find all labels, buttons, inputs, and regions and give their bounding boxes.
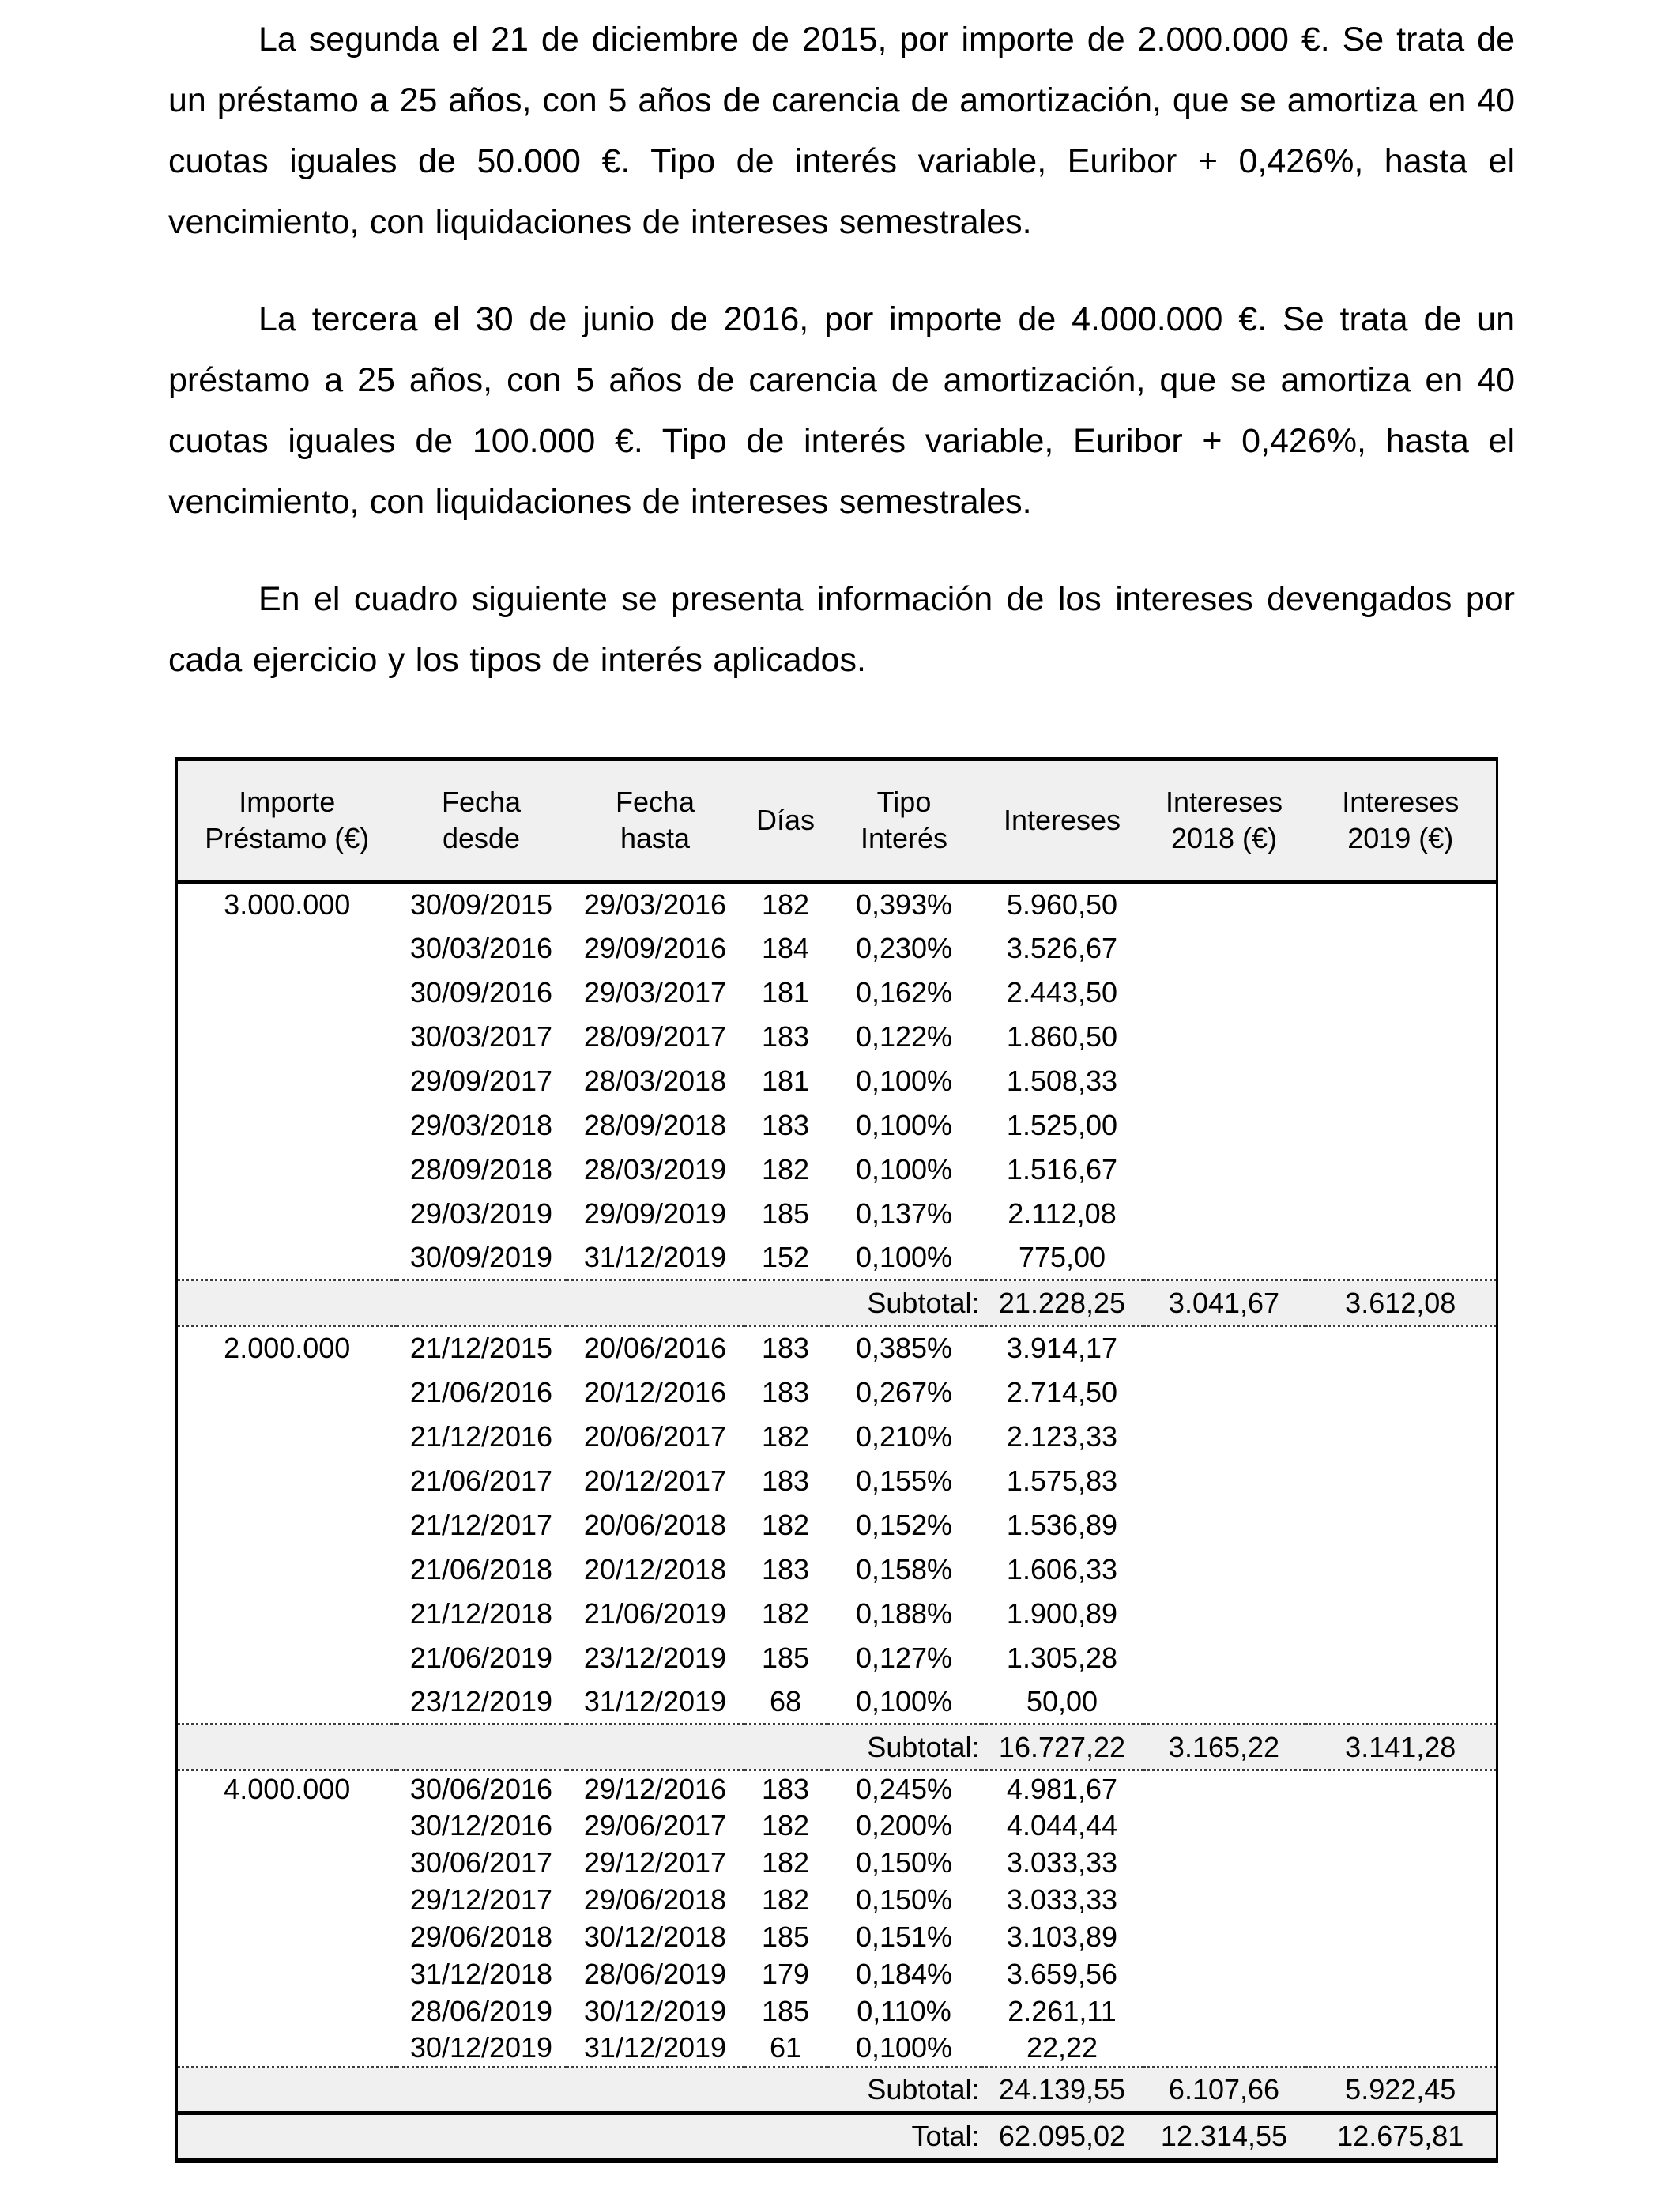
cell-dias: 181 (761, 975, 810, 1008)
cell-intereses: 4.981,67 (1006, 1772, 1118, 1805)
cell-dias: 182 (761, 888, 810, 921)
cell-fecha-desde: 28/09/2018 (409, 1152, 553, 1186)
cell-dias: 183 (761, 1772, 810, 1805)
cell-fecha-hasta: 20/06/2017 (583, 1419, 727, 1453)
table-row (177, 1882, 1497, 1919)
cell-intereses-2019 (1305, 1415, 1497, 1459)
cell-intereses-2018 (1143, 1236, 1305, 1280)
cell-intereses-2018 (1143, 882, 1305, 926)
cell-fecha-desde: 21/06/2018 (409, 1552, 553, 1585)
cell-intereses-2019 (1305, 1059, 1497, 1103)
subtotal-value: 3.041,67 (1168, 1286, 1280, 1319)
cell-dias: 179 (761, 1958, 810, 1990)
cell-importe (177, 1103, 397, 1148)
cell-dias: 182 (761, 1596, 810, 1630)
cell-intereses-2019 (1305, 1103, 1497, 1148)
cell-importe (177, 1236, 397, 1280)
cell-fecha-desde: 21/12/2017 (409, 1508, 553, 1541)
cell-dias: 183 (761, 1464, 810, 1497)
cell-intereses: 22,22 (1026, 2031, 1098, 2064)
cell-tipo-interes: 0,158% (855, 1552, 953, 1585)
header-line: Interés (860, 822, 948, 854)
cell-tipo-interes: 0,230% (855, 931, 953, 964)
subtotal-row (177, 1280, 1497, 1326)
cell-tipo-interes: 0,150% (855, 1846, 953, 1879)
cell-importe (177, 1415, 397, 1459)
cell-tipo-interes: 0,152% (855, 1508, 953, 1541)
cell-dias: 184 (761, 931, 810, 964)
cell-tipo-interes: 0,267% (855, 1375, 953, 1408)
cell-intereses: 2.123,33 (1006, 1419, 1118, 1453)
cell-fecha-hasta: 28/03/2019 (583, 1152, 727, 1186)
loan-group-2 (177, 1326, 1497, 1770)
subtotal-row (177, 2068, 1497, 2113)
column-header-fecha-desde (397, 760, 567, 882)
cell-fecha-hasta: 28/09/2018 (583, 1108, 727, 1141)
cell-importe (177, 2030, 397, 2068)
cell-importe (177, 1592, 397, 1636)
cell-intereses-2018 (1143, 1636, 1305, 1680)
cell-fecha-desde: 30/09/2016 (409, 975, 553, 1008)
cell-importe (177, 1370, 397, 1415)
cell-intereses: 2.261,11 (1008, 1995, 1117, 2027)
cell-importe (177, 1956, 397, 1993)
cell-dias: 182 (761, 1809, 810, 1842)
header-line: 2019 (€) (1347, 822, 1454, 854)
cell-dias: 185 (761, 1641, 810, 1674)
header-line: Tipo (876, 786, 932, 818)
cell-intereses-2018 (1143, 1882, 1305, 1919)
cell-importe (177, 1503, 397, 1547)
cell-fecha-desde: 29/06/2018 (409, 1921, 553, 1953)
cell-fecha-hasta: 20/12/2018 (583, 1552, 727, 1585)
header-line: hasta (620, 822, 691, 854)
table-row (177, 1236, 1497, 1280)
table-row (177, 1808, 1497, 1845)
cell-dias: 183 (761, 1108, 810, 1141)
cell-fecha-hasta: 29/06/2018 (583, 1883, 727, 1916)
cell-intereses: 1.575,83 (1006, 1464, 1118, 1497)
total-value: 12.314,55 (1160, 2120, 1288, 2152)
cell-intereses-2019 (1305, 1326, 1497, 1370)
cell-tipo-interes: 0,100% (855, 1152, 953, 1186)
total-label: Total: (911, 2120, 980, 2152)
cell-intereses: 3.103,89 (1006, 1921, 1118, 1953)
cell-tipo-interes: 0,385% (855, 1332, 953, 1365)
cell-fecha-desde: 30/03/2017 (409, 1020, 553, 1053)
cell-intereses: 1.860,50 (1006, 1020, 1118, 1053)
cell-intereses-2018 (1143, 971, 1305, 1015)
cell-intereses-2019 (1305, 882, 1497, 926)
cell-importe (177, 1808, 397, 1845)
cell-tipo-interes: 0,100% (855, 1108, 953, 1141)
loan-group-1 (177, 882, 1497, 1326)
total-section (177, 2113, 1497, 2161)
cell-intereses-2018 (1143, 1103, 1305, 1148)
cell-tipo-interes: 0,151% (855, 1921, 953, 1953)
cell-importe (177, 1882, 397, 1919)
cell-dias: 182 (761, 1846, 810, 1879)
cell-intereses: 1.508,33 (1006, 1064, 1118, 1097)
cell-dias: 182 (761, 1883, 810, 1916)
header-line: Fecha (615, 786, 695, 818)
table-row (177, 882, 1497, 926)
cell-importe (177, 1015, 397, 1059)
cell-importe: 4.000.000 (224, 1772, 351, 1805)
cell-fecha-desde: 21/12/2016 (409, 1419, 553, 1453)
cell-importe (177, 1192, 397, 1236)
header-line: desde (442, 822, 521, 854)
cell-intereses-2018 (1143, 1415, 1305, 1459)
cell-dias: 183 (761, 1375, 810, 1408)
cell-intereses-2019 (1305, 1592, 1497, 1636)
cell-fecha-desde: 30/03/2016 (409, 931, 553, 964)
cell-importe (177, 1680, 397, 1725)
cell-fecha-hasta: 29/12/2016 (583, 1772, 727, 1805)
cell-fecha-desde: 21/12/2015 (409, 1332, 553, 1365)
cell-importe (177, 1919, 397, 1956)
text-block (0, 0, 1680, 691)
table-row (177, 1326, 1497, 1370)
subtotal-value: 3.165,22 (1168, 1730, 1280, 1763)
cell-importe (177, 1547, 397, 1592)
cell-intereses: 1.525,00 (1006, 1108, 1118, 1141)
subtotal-value: 3.141,28 (1345, 1730, 1456, 1763)
cell-fecha-desde: 21/06/2016 (409, 1375, 553, 1408)
header-line: Fecha (441, 786, 522, 818)
column-header-fecha-hasta (567, 760, 744, 882)
cell-tipo-interes: 0,110% (857, 1995, 951, 2027)
cell-fecha-desde: 30/12/2016 (409, 1809, 553, 1842)
header-row (177, 760, 1497, 882)
table-row (177, 1103, 1497, 1148)
cell-intereses-2019 (1305, 1236, 1497, 1280)
cell-intereses-2018 (1143, 1192, 1305, 1236)
cell-intereses-2018 (1143, 1993, 1305, 2030)
cell-intereses-2018 (1143, 926, 1305, 971)
cell-fecha-hasta: 28/06/2019 (583, 1958, 727, 1990)
cell-tipo-interes: 0,127% (855, 1641, 953, 1674)
header-line: Intereses (1003, 804, 1121, 836)
subtotal-value: 6.107,66 (1168, 2073, 1280, 2105)
cell-fecha-hasta: 31/12/2019 (583, 1684, 727, 1717)
cell-fecha-hasta: 31/12/2019 (583, 2031, 727, 2064)
subtotal-label: Subtotal: (867, 1730, 980, 1763)
subtotal-value: 5.922,45 (1345, 2073, 1456, 2105)
cell-intereses-2019 (1305, 1547, 1497, 1592)
cell-intereses-2019 (1305, 1882, 1497, 1919)
column-header-dias (744, 760, 827, 882)
cell-fecha-desde: 29/03/2018 (409, 1108, 553, 1141)
table-row (177, 1059, 1497, 1103)
cell-importe (177, 1459, 397, 1503)
cell-intereses: 1.536,89 (1006, 1508, 1118, 1541)
paragraph-segundo-prestamo: La segunda el 21 de diciembre de 2015, por importe de 2.000.000 €. Se trata de un préstamo a 25 años, con 5 años de carencia de amortización, que se amortiza en 40 cuotas iguales de 50.000 €. Tipo de interés variable, Euribor + 0,426%, hasta el vencimiento, con liquidaciones de intereses semestrales. (168, 21, 1515, 241)
loan-group-3 (177, 1770, 1497, 2113)
table-row (177, 1415, 1497, 1459)
cell-tipo-interes: 0,162% (855, 975, 953, 1008)
column-header-intereses-2018 (1143, 760, 1305, 882)
total-value: 12.675,81 (1337, 2120, 1464, 2152)
cell-intereses-2019 (1305, 1015, 1497, 1059)
cell-intereses-2019 (1305, 926, 1497, 971)
cell-intereses-2019 (1305, 2030, 1497, 2068)
cell-dias: 183 (761, 1332, 810, 1365)
cell-tipo-interes: 0,122% (855, 1020, 953, 1053)
cell-intereses: 2.443,50 (1006, 975, 1118, 1008)
cell-intereses-2018 (1143, 1459, 1305, 1503)
cell-intereses-2019 (1305, 1370, 1497, 1415)
cell-intereses-2019 (1305, 1636, 1497, 1680)
cell-intereses: 1.900,89 (1006, 1596, 1118, 1630)
header-line: Intereses (1165, 786, 1283, 818)
cell-intereses-2018 (1143, 1919, 1305, 1956)
cell-tipo-interes: 0,393% (855, 888, 953, 921)
cell-fecha-desde: 30/12/2019 (409, 2031, 553, 2064)
cell-fecha-desde: 21/12/2018 (409, 1596, 553, 1630)
cell-fecha-hasta: 23/12/2019 (583, 1641, 727, 1674)
cell-intereses: 2.714,50 (1006, 1375, 1118, 1408)
cell-importe (177, 1845, 397, 1882)
cell-dias: 185 (761, 1197, 810, 1230)
table-row (177, 1547, 1497, 1592)
cell-intereses-2019 (1305, 1459, 1497, 1503)
cell-tipo-interes: 0,184% (855, 1958, 953, 1990)
cell-intereses-2018 (1143, 1148, 1305, 1192)
subtotal-value: 3.612,08 (1345, 1286, 1456, 1319)
table-row (177, 1770, 1497, 1808)
cell-fecha-desde: 29/03/2019 (409, 1197, 553, 1230)
cell-fecha-desde: 21/06/2019 (409, 1641, 553, 1674)
cell-intereses-2018 (1143, 2030, 1305, 2068)
cell-intereses-2019 (1305, 1956, 1497, 1993)
cell-fecha-hasta: 29/09/2019 (583, 1197, 727, 1230)
cell-dias: 182 (761, 1152, 810, 1186)
cell-tipo-interes: 0,210% (855, 1419, 953, 1453)
cell-intereses-2019 (1305, 1192, 1497, 1236)
cell-importe: 2.000.000 (224, 1332, 351, 1365)
column-header-intereses-2019 (1305, 760, 1497, 882)
paragraph-tercer-prestamo: La tercera el 30 de junio de 2016, por importe de 4.000.000 €. Se trata de un préstamo a 25 años, con 5 años de carencia de amortización, que se amortiza en 40 cuotas iguales de 100.000 €. Tipo de interés variable, Euribor + 0,426%, hasta el vencimiento, con liquidaciones de intereses semestrales. (168, 300, 1515, 521)
cell-intereses: 775,00 (1018, 1240, 1106, 1273)
cell-fecha-desde: 29/12/2017 (409, 1883, 553, 1916)
cell-intereses-2018 (1143, 1326, 1305, 1370)
cell-dias: 183 (761, 1020, 810, 1053)
cell-intereses: 5.960,50 (1006, 888, 1118, 921)
cell-intereses: 2.112,08 (1008, 1197, 1117, 1230)
cell-intereses-2019 (1305, 1503, 1497, 1547)
cell-fecha-desde: 30/09/2019 (409, 1240, 553, 1273)
table-row (177, 1459, 1497, 1503)
cell-fecha-desde: 30/06/2016 (409, 1772, 553, 1805)
subtotal-label: Subtotal: (867, 1286, 980, 1319)
cell-intereses-2018 (1143, 1845, 1305, 1882)
table-row (177, 1503, 1497, 1547)
cell-intereses-2019 (1305, 1148, 1497, 1192)
cell-tipo-interes: 0,188% (855, 1596, 953, 1630)
cell-fecha-desde: 30/06/2017 (409, 1846, 553, 1879)
column-header-importe-prestamo (177, 760, 397, 882)
cell-fecha-desde: 30/09/2015 (409, 888, 553, 921)
cell-dias: 182 (761, 1508, 810, 1541)
cell-intereses: 3.033,33 (1006, 1846, 1118, 1879)
cell-tipo-interes: 0,150% (855, 1883, 953, 1916)
cell-fecha-hasta: 29/03/2017 (583, 975, 727, 1008)
cell-dias: 181 (761, 1064, 810, 1097)
column-header-tipo-interes (827, 760, 981, 882)
header-line: Días (755, 804, 816, 836)
table-row (177, 1845, 1497, 1882)
cell-importe (177, 1148, 397, 1192)
cell-fecha-hasta: 30/12/2018 (583, 1921, 727, 1953)
cell-dias: 185 (761, 1921, 810, 1953)
cell-intereses-2018 (1143, 1503, 1305, 1547)
cell-tipo-interes: 0,100% (855, 2031, 953, 2064)
table-row (177, 1015, 1497, 1059)
cell-fecha-hasta: 29/06/2017 (583, 1809, 727, 1842)
cell-intereses-2018 (1143, 1592, 1305, 1636)
table-row (177, 1680, 1497, 1725)
cell-intereses-2018 (1143, 1680, 1305, 1725)
cell-intereses-2019 (1305, 1919, 1497, 1956)
cell-dias: 68 (769, 1684, 802, 1717)
cell-fecha-hasta: 21/06/2019 (583, 1596, 727, 1630)
cell-dias: 182 (761, 1419, 810, 1453)
cell-fecha-desde: 31/12/2018 (409, 1958, 553, 1990)
cell-tipo-interes: 0,137% (855, 1197, 953, 1230)
cell-intereses-2019 (1305, 1808, 1497, 1845)
cell-tipo-interes: 0,200% (855, 1809, 953, 1842)
total-value: 62.095,02 (998, 2120, 1126, 2152)
cell-dias: 152 (761, 1240, 810, 1273)
table-row (177, 1148, 1497, 1192)
cell-intereses-2018 (1143, 1370, 1305, 1415)
subtotal-label: Subtotal: (867, 2073, 980, 2105)
table-row (177, 926, 1497, 971)
cell-intereses-2018 (1143, 1956, 1305, 1993)
header-line: Intereses (1342, 786, 1460, 818)
subtotal-value: 24.139,55 (998, 2073, 1126, 2105)
cell-tipo-interes: 0,245% (855, 1772, 953, 1805)
cell-intereses-2018 (1143, 1015, 1305, 1059)
cell-fecha-hasta: 28/03/2018 (583, 1064, 727, 1097)
cell-intereses: 3.526,67 (1006, 931, 1118, 964)
header-line: Importe (239, 786, 336, 818)
cell-fecha-desde: 23/12/2019 (409, 1684, 553, 1717)
paragraph-intro-cuadro: En el cuadro siguiente se presenta información de los intereses devengados por cada ejercicio y los tipos de interés aplicados. (168, 580, 1515, 679)
cell-intereses: 1.516,67 (1006, 1152, 1118, 1186)
cell-fecha-hasta: 20/06/2016 (583, 1332, 727, 1365)
cell-intereses: 1.305,28 (1006, 1641, 1118, 1674)
cell-intereses-2019 (1305, 971, 1497, 1015)
cell-dias: 185 (761, 1995, 810, 2027)
subtotal-value: 16.727,22 (998, 1730, 1126, 1763)
subtotal-row (177, 1725, 1497, 1770)
cell-fecha-hasta: 31/12/2019 (583, 1240, 727, 1273)
cell-fecha-hasta: 20/12/2016 (583, 1375, 727, 1408)
cell-tipo-interes: 0,100% (855, 1684, 953, 1717)
table-row (177, 971, 1497, 1015)
table-row (177, 1370, 1497, 1415)
cell-intereses: 3.033,33 (1006, 1883, 1118, 1916)
cell-importe: 3.000.000 (224, 888, 351, 921)
cell-importe (177, 1636, 397, 1680)
cell-fecha-desde: 28/06/2019 (409, 1995, 553, 2027)
cell-intereses: 3.659,56 (1006, 1958, 1118, 1990)
cell-dias: 61 (769, 2031, 802, 2064)
cell-intereses-2019 (1305, 1993, 1497, 2030)
cell-intereses: 3.914,17 (1006, 1332, 1118, 1365)
cell-intereses-2019 (1305, 1845, 1497, 1882)
cell-fecha-hasta: 29/03/2016 (583, 888, 727, 921)
table-row (177, 1192, 1497, 1236)
table-row (177, 1636, 1497, 1680)
cell-intereses-2018 (1143, 1059, 1305, 1103)
cell-intereses: 4.044,44 (1006, 1809, 1118, 1842)
cell-fecha-desde: 29/09/2017 (409, 1064, 553, 1097)
cell-fecha-hasta: 28/09/2017 (583, 1020, 727, 1053)
header-line: Préstamo (€) (205, 822, 370, 854)
cell-fecha-hasta: 29/12/2017 (583, 1846, 727, 1879)
cell-intereses-2018 (1143, 1547, 1305, 1592)
cell-intereses: 1.606,33 (1006, 1552, 1118, 1585)
cell-tipo-interes: 0,155% (855, 1464, 953, 1497)
cell-tipo-interes: 0,100% (855, 1064, 953, 1097)
cell-fecha-hasta: 29/09/2016 (583, 931, 727, 964)
subtotal-value: 21.228,25 (998, 1286, 1126, 1319)
cell-fecha-desde: 21/06/2017 (409, 1464, 553, 1497)
table-row (177, 1956, 1497, 1993)
cell-intereses-2019 (1305, 1770, 1497, 1808)
cell-intereses-2019 (1305, 1680, 1497, 1725)
cell-importe (177, 971, 397, 1015)
cell-importe (177, 1059, 397, 1103)
table-row (177, 1993, 1497, 2030)
column-header-intereses (981, 760, 1143, 882)
table-row (177, 1592, 1497, 1636)
cell-fecha-hasta: 20/12/2017 (583, 1464, 727, 1497)
cell-tipo-interes: 0,100% (855, 1240, 953, 1273)
cell-intereses-2018 (1143, 1808, 1305, 1845)
interest-table (175, 757, 1498, 2163)
table-row (177, 1919, 1497, 1956)
cell-fecha-hasta: 20/06/2018 (583, 1508, 727, 1541)
cell-intereses: 50,00 (1026, 1684, 1098, 1717)
header-line: 2018 (€) (1170, 822, 1278, 854)
cell-importe (177, 926, 397, 971)
cell-dias: 183 (761, 1552, 810, 1585)
table-row (177, 2030, 1497, 2068)
total-row (177, 2113, 1497, 2161)
cell-importe (177, 1993, 397, 2030)
cell-fecha-hasta: 30/12/2019 (583, 1995, 727, 2027)
cell-intereses-2018 (1143, 1770, 1305, 1808)
